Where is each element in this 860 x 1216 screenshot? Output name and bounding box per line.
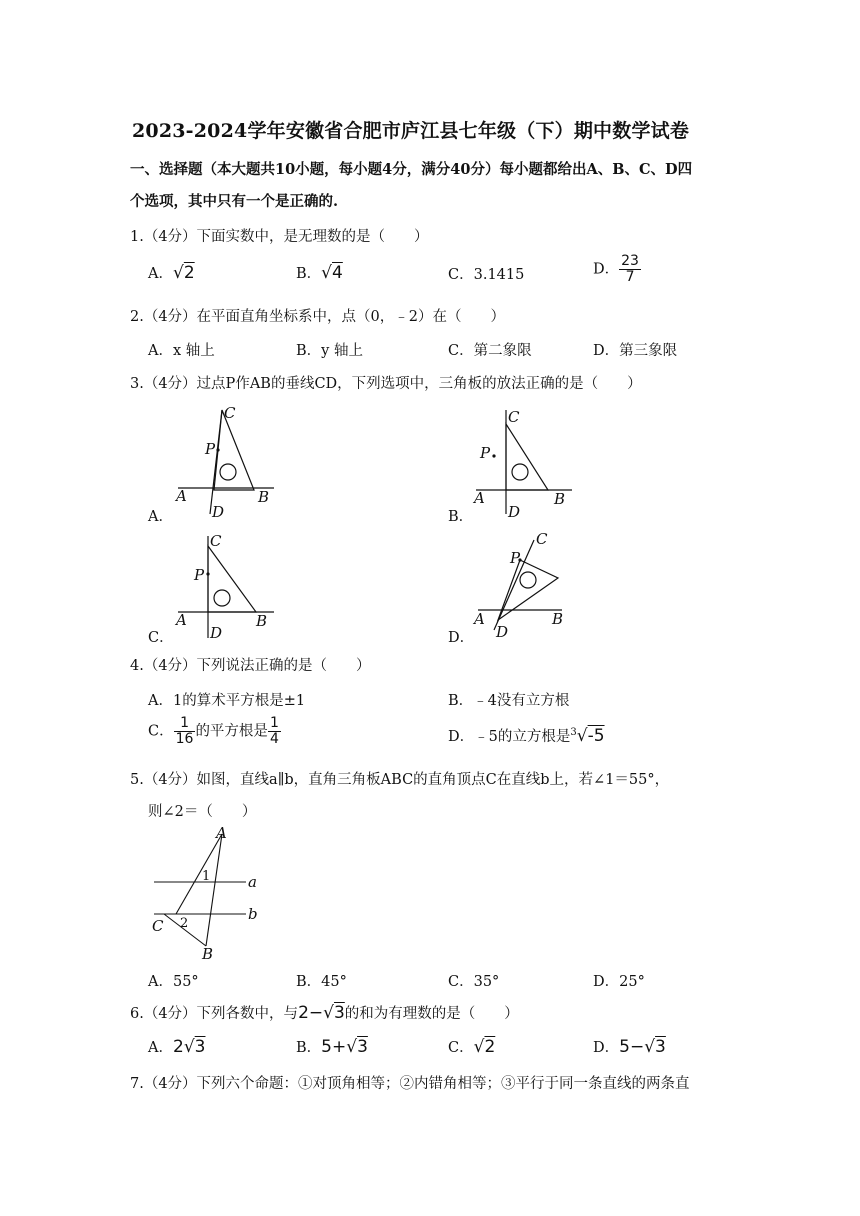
section-header-line1: 一、选择题（本大题共10小题，每小题4分，满分40分）每小题都给出A、B、C、D四 [130,161,693,178]
q6-option-d-radicand: 3 [655,1037,666,1057]
q6-option-b-radicand: 3 [357,1037,368,1057]
q6-option-b-prefix: 5+ [321,1037,347,1057]
vertex-b-label: B [202,945,214,962]
question-7-stem: 7.（4分）下列六个命题：①对顶角相等；②内错角相等；③平行于同一条直线的两条直 [130,1076,690,1092]
q1-option-c-value: 3.1415 [473,267,525,283]
q6-option-b [296,1036,368,1057]
point-p-label: P [205,440,216,458]
q3-figure-c [170,532,280,644]
q5-option-a: A．55° [148,974,199,990]
q3-option-c: C． [148,630,174,646]
q4-option-c-label: C． [148,723,174,740]
q4-option-d-text: D．﹣5的立方根是 [448,729,571,745]
q6-stem-prefix: 6.（4分）下列各数中，与 [130,1006,299,1022]
q1-option-d [593,254,641,285]
q3-option-b: B． [448,509,474,525]
sqrt-symbol: √ [644,1037,656,1057]
q1-option-c-label: C． [448,267,474,283]
q2-option-d: D．第三象限 [593,343,678,359]
point-p-label: P [194,566,205,584]
angle-1-label: 1 [202,869,211,884]
q6-option-b-label: B． [296,1040,322,1056]
q4-option-b: B．﹣4没有立方根 [448,693,570,709]
q1-option-a-label: A． [148,266,173,282]
point-b-label: B [258,488,270,506]
question-6-stem [130,1002,519,1023]
q3-option-a: A． [148,509,173,525]
sqrt-symbol: √ [323,1003,334,1023]
point-c-label: C [508,408,520,426]
point-a-label: A [176,487,187,505]
q4-option-c [148,716,281,747]
vertex-c-label: C [152,917,164,935]
point-a-label: A [474,610,485,628]
angle-2-label: 2 [180,916,189,931]
q6-option-d [593,1036,666,1057]
q4-option-a: A．1的算术平方根是±1 [148,693,306,709]
q5-option-c: C．35° [448,974,500,990]
q4-option-c-text: 的平方根是 [195,723,268,740]
point-c-label: C [210,532,222,550]
q2-option-a: A．x 轴上 [148,343,215,359]
point-p-label: P [480,444,491,462]
q1-option-b-radicand: 4 [332,263,343,283]
q2-option-b: B．y 轴上 [296,343,363,359]
question-1-stem: 1.（4分）下面实数中，是无理数的是（ ） [130,229,429,245]
q3-figure-d [470,530,580,644]
point-c-label: C [536,530,548,548]
q4-fraction-1-4: $\frac{1}{4}$ [269,715,279,747]
point-c-label: C [224,404,236,422]
question-5-stem-line2: 则∠2＝（ ） [148,804,257,820]
sqrt-symbol: √ [576,726,588,746]
question-3-stem: 3.（4分）过点P作AB的垂线CD，下列选项中，三角板的放法正确的是（ ） [130,376,642,392]
section-header-line2: 个选项，其中只有一个是正确的. [130,193,339,210]
q1-option-b [296,262,343,283]
question-4-stem: 4.（4分）下列说法正确的是（ ） [130,658,371,674]
line-b-label: b [248,905,258,923]
point-d-label: D [210,624,223,642]
question-2-stem: 2.（4分）在平面直角坐标系中，点（0，﹣2）在（ ） [130,309,506,325]
q4-option-d [448,725,605,746]
q1-option-a [148,262,195,283]
sqrt-symbol: √ [473,1037,485,1057]
q6-option-c-radicand: 2 [484,1037,496,1057]
q5-option-d: D．25° [593,974,645,990]
cube-root-index: 3 [570,727,577,739]
point-d-label: D [496,623,509,641]
q5-option-b: B．45° [296,974,347,990]
point-p-label: P [510,549,521,567]
sqrt-symbol: √ [183,1037,195,1057]
vertex-a-label: A [216,826,227,842]
sqrt-symbol: √ [346,1037,358,1057]
q6-stem-suffix: 的和为有理数的是（ ） [344,1006,519,1022]
sqrt-symbol: √ [172,263,184,283]
q3-figure-a [170,404,280,522]
point-b-label: B [552,610,564,628]
point-a-label: A [176,611,187,629]
q2-option-c: C．第二象限 [448,343,532,359]
q6-option-d-label: D． [593,1040,620,1056]
question-5-stem-line1: 5.（4分）如图，直线a∥b，直角三角板ABC的直角顶点C在直线b上，若∠1＝55°， [130,772,670,788]
q6-stem-radicand: 3 [333,1003,345,1023]
q6-option-c [448,1036,495,1057]
point-a-label: A [474,489,485,507]
q6-option-a-label: A． [148,1040,173,1056]
q5-figure [150,826,270,962]
point-d-label: D [508,503,521,521]
sqrt-symbol: √ [321,263,332,283]
point-b-label: B [256,612,268,630]
q1-option-a-radicand: 2 [183,263,195,283]
q1-option-d-label: D． [593,261,620,278]
q6-option-a-coef: 2 [172,1037,184,1057]
point-d-label: D [212,503,225,521]
q6-option-a-radicand: 3 [194,1037,206,1057]
q1-option-d-fraction: $\frac{23}{7}$ [621,253,639,285]
q6-option-c-label: C． [448,1040,474,1056]
q1-option-b-label: B． [296,266,322,282]
q3-figure-b [470,404,580,522]
q4-option-d-radicand: -5 [587,726,605,746]
q6-option-a [148,1036,205,1057]
q4-fraction-1-16: $\frac{1}{16}$ [175,715,194,747]
q3-option-d: D． [448,630,475,646]
q1-option-c [448,263,524,284]
point-b-label: B [554,490,566,508]
q6-stem-expr: 2− [298,1003,324,1023]
page-title: 2023-2024学年安徽省合肥市庐江县七年级（下）期中数学试卷 [132,120,690,142]
line-a-label: a [248,873,257,891]
q6-option-d-prefix: 5− [619,1037,645,1057]
